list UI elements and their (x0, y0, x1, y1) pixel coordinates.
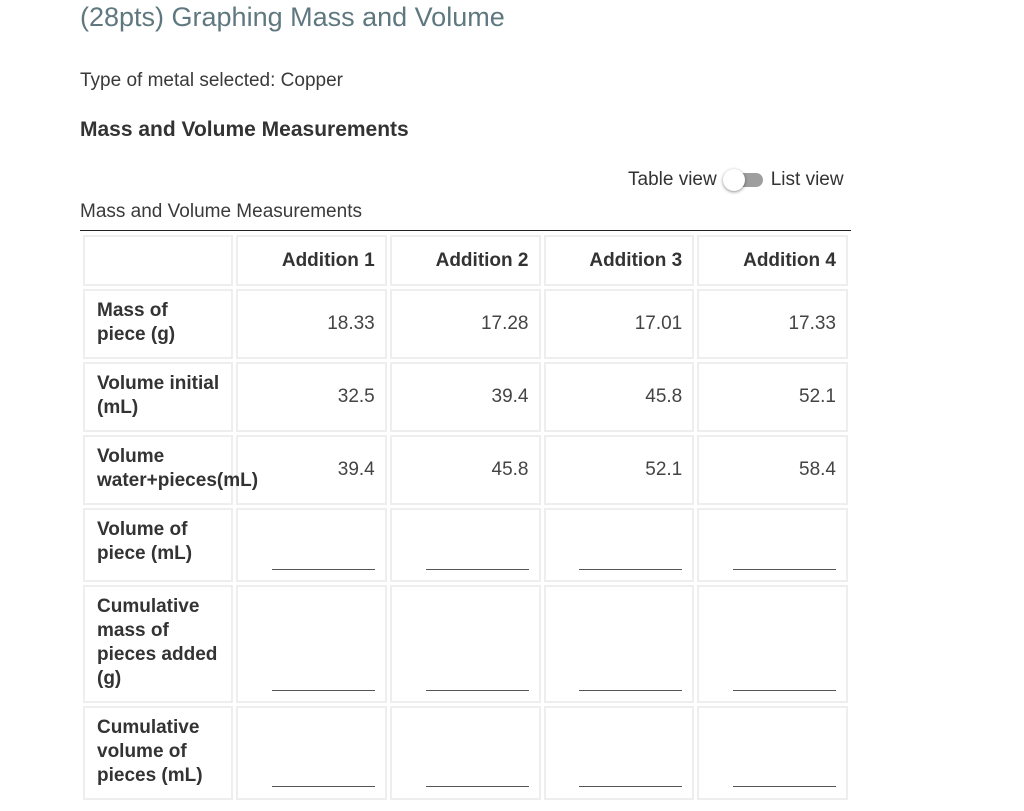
answer-input[interactable] (733, 690, 836, 691)
toggle-knob[interactable] (723, 169, 745, 191)
measurements-table (80, 232, 851, 803)
column-header-addition-2: Addition 2 (390, 235, 541, 286)
cell-value: 17.28 (390, 289, 541, 359)
answer-input[interactable] (426, 690, 529, 691)
answer-cell (697, 508, 848, 582)
answer-input[interactable] (426, 786, 529, 787)
answer-cell (236, 706, 387, 800)
table-caption: Mass and Volume Measurements (80, 201, 362, 222)
cell-value: 39.4 (390, 362, 541, 432)
table-row (83, 508, 848, 582)
answer-input[interactable] (272, 569, 375, 570)
header-corner-cell (83, 235, 233, 286)
answer-input[interactable] (579, 786, 682, 787)
answer-cell (236, 585, 387, 703)
table-row (83, 435, 848, 505)
answer-input[interactable] (272, 786, 375, 787)
answer-cell (544, 706, 695, 800)
column-header-addition-4: Addition 4 (697, 235, 848, 286)
table-row (83, 585, 848, 703)
cell-value: 17.33 (697, 289, 848, 359)
answer-cell (697, 585, 848, 703)
answer-cell (544, 508, 695, 582)
row-label-cumulative-mass: Cumulative mass of pieces added (g) (83, 585, 233, 703)
list-view-label[interactable]: List view (770, 169, 844, 190)
answer-cell (390, 706, 541, 800)
section-heading: Mass and Volume Measurements (80, 118, 409, 141)
cell-value: 45.8 (544, 362, 695, 432)
cell-value: 52.1 (697, 362, 848, 432)
answer-input[interactable] (272, 690, 375, 691)
cell-value: 58.4 (697, 435, 848, 505)
answer-cell (390, 508, 541, 582)
caption-divider (80, 230, 851, 231)
cell-value: 18.33 (236, 289, 387, 359)
row-label-cumulative-volume: Cumulative volume of pieces (mL) (83, 706, 233, 800)
row-label-volume-water-pieces: Volume water+pieces(mL) (83, 435, 233, 505)
column-header-addition-3: Addition 3 (544, 235, 695, 286)
table-row (83, 362, 848, 432)
view-toggle-switch[interactable] (723, 169, 765, 191)
answer-input[interactable] (733, 569, 836, 570)
answer-input[interactable] (579, 569, 682, 570)
view-toggle (628, 168, 844, 192)
cell-value: 52.1 (544, 435, 695, 505)
answer-cell (236, 508, 387, 582)
cell-value: 45.8 (390, 435, 541, 505)
row-label-mass-of-piece: Mass of piece (g) (83, 289, 233, 359)
table-row (83, 706, 848, 800)
answer-cell (390, 585, 541, 703)
answer-input[interactable] (426, 569, 529, 570)
page-title: (28pts) Graphing Mass and Volume (80, 2, 505, 32)
metal-selection-text: Type of metal selected: Copper (80, 70, 343, 91)
answer-input[interactable] (733, 786, 836, 787)
row-label-volume-of-piece: Volume of piece (mL) (83, 508, 233, 582)
answer-cell (544, 585, 695, 703)
answer-input[interactable] (579, 690, 682, 691)
row-label-volume-initial: Volume initial (mL) (83, 362, 233, 432)
cell-value: 39.4 (236, 435, 387, 505)
cell-value: 17.01 (544, 289, 695, 359)
column-header-addition-1: Addition 1 (236, 235, 387, 286)
table-header-row (83, 235, 848, 286)
answer-cell (697, 706, 848, 800)
cell-value: 32.5 (236, 362, 387, 432)
table-row (83, 289, 848, 359)
table-view-label[interactable]: Table view (628, 169, 717, 190)
